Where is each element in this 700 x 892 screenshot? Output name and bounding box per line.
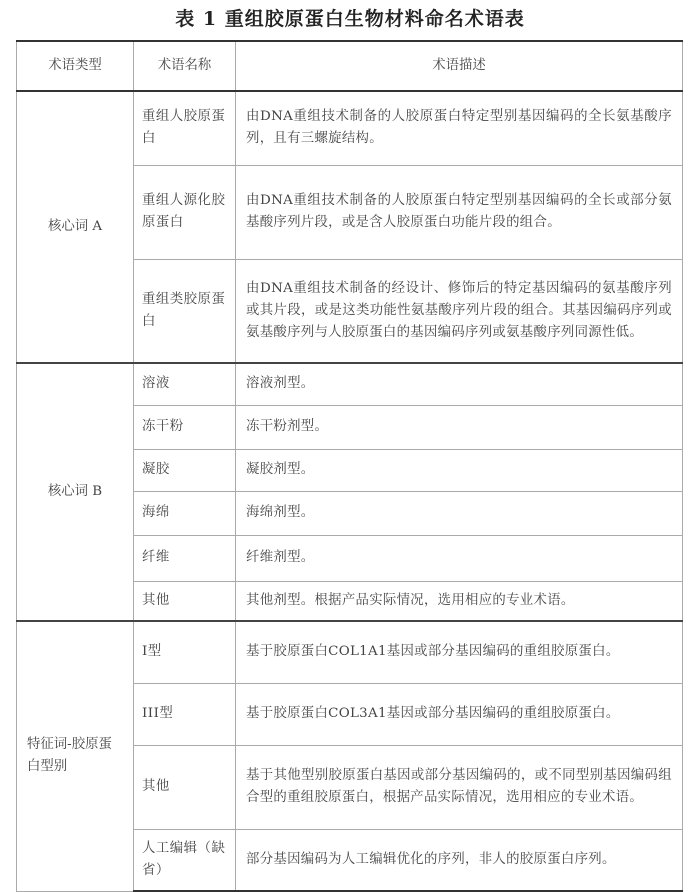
term-name: 重组类胶原蛋白 <box>134 259 236 363</box>
term-name: I型 <box>134 621 236 683</box>
term-description: 基于胶原蛋白COL3A1基因或部分基因编码的重组胶原蛋白。 <box>236 683 683 745</box>
term-name: 其他 <box>134 581 236 621</box>
term-description: 由DNA重组技术制备的人胶原蛋白特定型别基因编码的全长或部分氨基酸序列片段，或是含人胶原蛋白功能片段的组合。 <box>236 165 683 259</box>
term-name: 溶液 <box>134 363 236 405</box>
table-row <box>17 621 683 683</box>
header-term-description: 术语描述 <box>236 41 683 91</box>
table-row <box>17 363 683 405</box>
term-description: 由DNA重组技术制备的经设计、修饰后的特定基因编码的氨基酸序列或其片段，或是这类功能性氨基酸序列片段的组合。其基因编码序列或氨基酸序列与人胶原蛋白的基因编码序列或氨基酸序列同源性低。 <box>236 259 683 363</box>
term-description: 由DNA重组技术制备的人胶原蛋白特定型别基因编码的全长氨基酸序列，且有三螺旋结构。 <box>236 91 683 165</box>
term-name: 重组人源化胶原蛋白 <box>134 165 236 259</box>
term-description: 基于胶原蛋白COL1A1基因或部分基因编码的重组胶原蛋白。 <box>236 621 683 683</box>
header-row <box>17 41 683 91</box>
category-core-b: 核心词 B <box>17 363 134 621</box>
term-name: 海绵 <box>134 491 236 535</box>
header-term-name: 术语名称 <box>134 41 236 91</box>
term-description: 海绵剂型。 <box>236 491 683 535</box>
term-description: 部分基因编码为人工编辑优化的序列，非人的胶原蛋白序列。 <box>236 829 683 891</box>
table-title: 表 1 重组胶原蛋白生物材料命名术语表 <box>175 8 525 30</box>
term-name: III型 <box>134 683 236 745</box>
term-description: 冻干粉剂型。 <box>236 405 683 449</box>
category-feature-collagen-type: 特征词-胶原蛋白型别 <box>17 621 134 891</box>
table-row <box>17 91 683 165</box>
terminology-table <box>16 40 683 892</box>
header-term-type: 术语类型 <box>17 41 134 91</box>
term-name: 冻干粉 <box>134 405 236 449</box>
term-name: 人工编辑（缺省） <box>134 829 236 891</box>
category-core-a: 核心词 A <box>17 91 134 363</box>
term-name: 凝胶 <box>134 449 236 491</box>
term-name: 纤维 <box>134 535 236 581</box>
term-description: 基于其他型别胶原蛋白基因或部分基因编码的，或不同型别基因编码组合型的重组胶原蛋白，根据产品实际情况，选用相应的专业术语。 <box>236 745 683 829</box>
term-name: 其他 <box>134 745 236 829</box>
term-description: 纤维剂型。 <box>236 535 683 581</box>
term-description: 其他剂型。根据产品实际情况，选用相应的专业术语。 <box>236 581 683 621</box>
term-name: 重组人胶原蛋白 <box>134 91 236 165</box>
term-description: 凝胶剂型。 <box>236 449 683 491</box>
term-description: 溶液剂型。 <box>236 363 683 405</box>
